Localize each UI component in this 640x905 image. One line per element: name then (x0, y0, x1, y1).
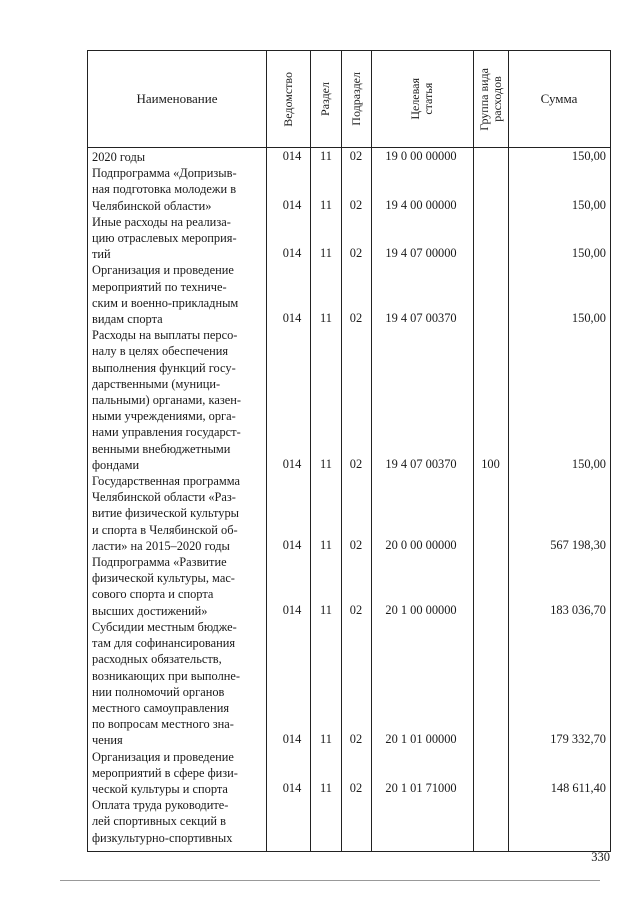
name-line: ными учреждениями, орга- (92, 409, 236, 424)
name-line: Подпрограмма «Развитие (92, 555, 227, 570)
name-line: местного самоуправления (92, 700, 230, 715)
header-group-cell (473, 51, 508, 147)
cell-department: 014 (282, 732, 302, 747)
name-line: цию отраслевых мероприя- (92, 231, 237, 246)
header-target-article (409, 78, 435, 120)
column-divider (266, 51, 267, 851)
name-line: Субсидии местным бюдже- (92, 619, 237, 634)
name-line: лей спортивных секций в (92, 814, 226, 829)
table-row (88, 246, 610, 262)
name-line: 2020 годы (92, 150, 146, 164)
name-line: сового спорта и спорта (92, 587, 214, 602)
cell-section: 11 (320, 197, 332, 212)
name-line: тий (92, 247, 111, 262)
cell-target: 19 0 00 00000 (385, 149, 457, 163)
table-row (88, 457, 610, 473)
cell-section: 11 (320, 149, 332, 163)
cell-amount: 150,00 (571, 456, 606, 471)
cell-target: 19 4 07 00000 (385, 246, 457, 261)
name-line: мероприятий в сфере физи- (92, 765, 238, 780)
name-line: и спорта в Челябинской об- (92, 522, 238, 537)
name-line: Челябинской области «Раз- (92, 490, 236, 505)
page-number: 330 (591, 850, 610, 864)
cell-target: 20 1 01 71000 (385, 780, 457, 795)
header-name-cell (88, 51, 266, 147)
name-line: по вопросам местного зна- (92, 717, 234, 732)
name-line: ским и военно-прикладным (92, 295, 239, 310)
name-line: Оплата труда руководите- (92, 798, 229, 813)
table-row (88, 781, 610, 797)
name-line: Подпрограмма «Допризыв- (92, 166, 237, 181)
header-group-line2: расходов (489, 76, 504, 122)
name-line: мероприятий по техниче- (92, 279, 227, 294)
header-group-line1: Группа вида (476, 67, 491, 131)
cell-amount: 150,00 (571, 149, 606, 163)
column-divider (508, 51, 509, 851)
cell-subsection: 02 (349, 246, 363, 261)
name-line: нии полномочий органов (92, 684, 225, 699)
column-divider (371, 51, 372, 851)
cell-subsection: 02 (349, 780, 363, 795)
name-line: выполнения функций госу- (92, 360, 236, 375)
cell-group: 100 (481, 456, 500, 471)
cell-target: 20 1 01 00000 (385, 732, 457, 747)
cell-section: 11 (320, 732, 332, 747)
name-line: расходных обязательств, (92, 652, 222, 667)
budget-table (87, 50, 611, 852)
cell-target: 20 0 00 00000 (385, 537, 457, 552)
table-row (88, 538, 610, 554)
name-line: ческой культуры и спорта (92, 781, 228, 796)
cell-section: 11 (320, 311, 332, 325)
header-department-cell (266, 51, 310, 147)
cell-target: 19 4 07 00370 (385, 311, 457, 325)
cell-amount: 179 332,70 (550, 732, 606, 747)
cell-department: 014 (282, 246, 302, 261)
name-line: Расходы на выплаты персо- (92, 328, 238, 343)
name-line: Организация и проведение (92, 749, 234, 764)
column-divider (341, 51, 342, 851)
table-row (88, 732, 610, 748)
name-line: физической культуры, мас- (92, 571, 235, 586)
cell-amount: 150,00 (571, 197, 606, 212)
name-line: Челябинской области» (92, 198, 212, 213)
name-line: Иные расходы на реализа- (92, 214, 231, 229)
name-line: витие физической культуры (92, 506, 239, 521)
name-line: венными внебюджетными (92, 441, 231, 456)
cell-amount: 148 611,40 (550, 780, 606, 795)
cell-section: 11 (320, 537, 332, 552)
cell-subsection: 02 (349, 197, 363, 212)
header-divider (88, 147, 610, 148)
header-target-cell (371, 51, 473, 147)
name-line: Организация и проведение (92, 263, 234, 278)
header-subsection: Подраздел (348, 72, 363, 126)
header-expense-group (478, 68, 504, 131)
cell-amount: 150,00 (571, 246, 606, 261)
cell-subsection: 02 (349, 732, 363, 747)
cell-amount: 183 036,70 (550, 602, 606, 617)
cell-subsection: 02 (349, 311, 363, 325)
cell-section: 11 (320, 602, 332, 617)
name-line: там для софинансирования (92, 636, 236, 651)
cell-department: 014 (282, 197, 302, 212)
name-line: ласти» на 2015–2020 годы (92, 538, 230, 553)
cell-department: 014 (282, 456, 302, 471)
cell-amount: 150,00 (571, 311, 606, 325)
table-row (88, 198, 610, 214)
name-line: нами управления государст- (92, 425, 241, 440)
cell-department: 014 (282, 149, 302, 163)
name-line: дарственными (муници- (92, 376, 221, 391)
cell-department: 014 (282, 311, 302, 325)
name-line: физкультурно-спортивных (92, 830, 233, 845)
name-line: налу в целях обеспечения (92, 344, 229, 359)
bottom-rule (60, 880, 600, 881)
name-line: чения (92, 733, 123, 748)
header-amount-cell (508, 51, 610, 147)
column-divider (473, 51, 474, 851)
cell-subsection: 02 (349, 537, 363, 552)
cell-target: 20 1 00 00000 (385, 602, 457, 617)
cell-department: 014 (282, 602, 302, 617)
cell-target: 19 4 07 00370 (385, 456, 457, 471)
cell-department: 014 (282, 537, 302, 552)
cell-subsection: 02 (349, 149, 363, 163)
cell-amount: 567 198,30 (550, 537, 606, 552)
cell-section: 11 (320, 780, 332, 795)
header-section: Раздел (318, 82, 332, 116)
name-line: Государственная программа (92, 474, 240, 489)
header-department: Ведомство (280, 71, 295, 127)
table-row (88, 311, 610, 327)
cell-subsection: 02 (349, 602, 363, 617)
header-target-line1: Целевая (408, 78, 422, 120)
cell-target: 19 4 00 00000 (385, 197, 457, 212)
header-subsection-cell (341, 51, 371, 147)
name-line: пальными) органами, казен- (92, 393, 241, 408)
table-row (88, 603, 610, 619)
name-line: видам спорта (92, 312, 163, 327)
cell-section: 11 (320, 456, 332, 471)
header-target-line2: статья (421, 83, 435, 115)
header-amount: Сумма (540, 91, 578, 106)
header-name: Наименование (136, 91, 218, 106)
cell-section: 11 (320, 246, 332, 261)
column-divider (310, 51, 311, 851)
name-line: возникающих при выполне- (92, 668, 241, 683)
table-row (88, 149, 610, 165)
name-line: высших достижений» (92, 603, 208, 618)
name-line: ная подготовка молодежи в (92, 182, 237, 197)
header-section-cell (310, 51, 341, 147)
cell-subsection: 02 (349, 456, 363, 471)
name-line: фондами (92, 457, 140, 472)
cell-department: 014 (282, 780, 302, 795)
